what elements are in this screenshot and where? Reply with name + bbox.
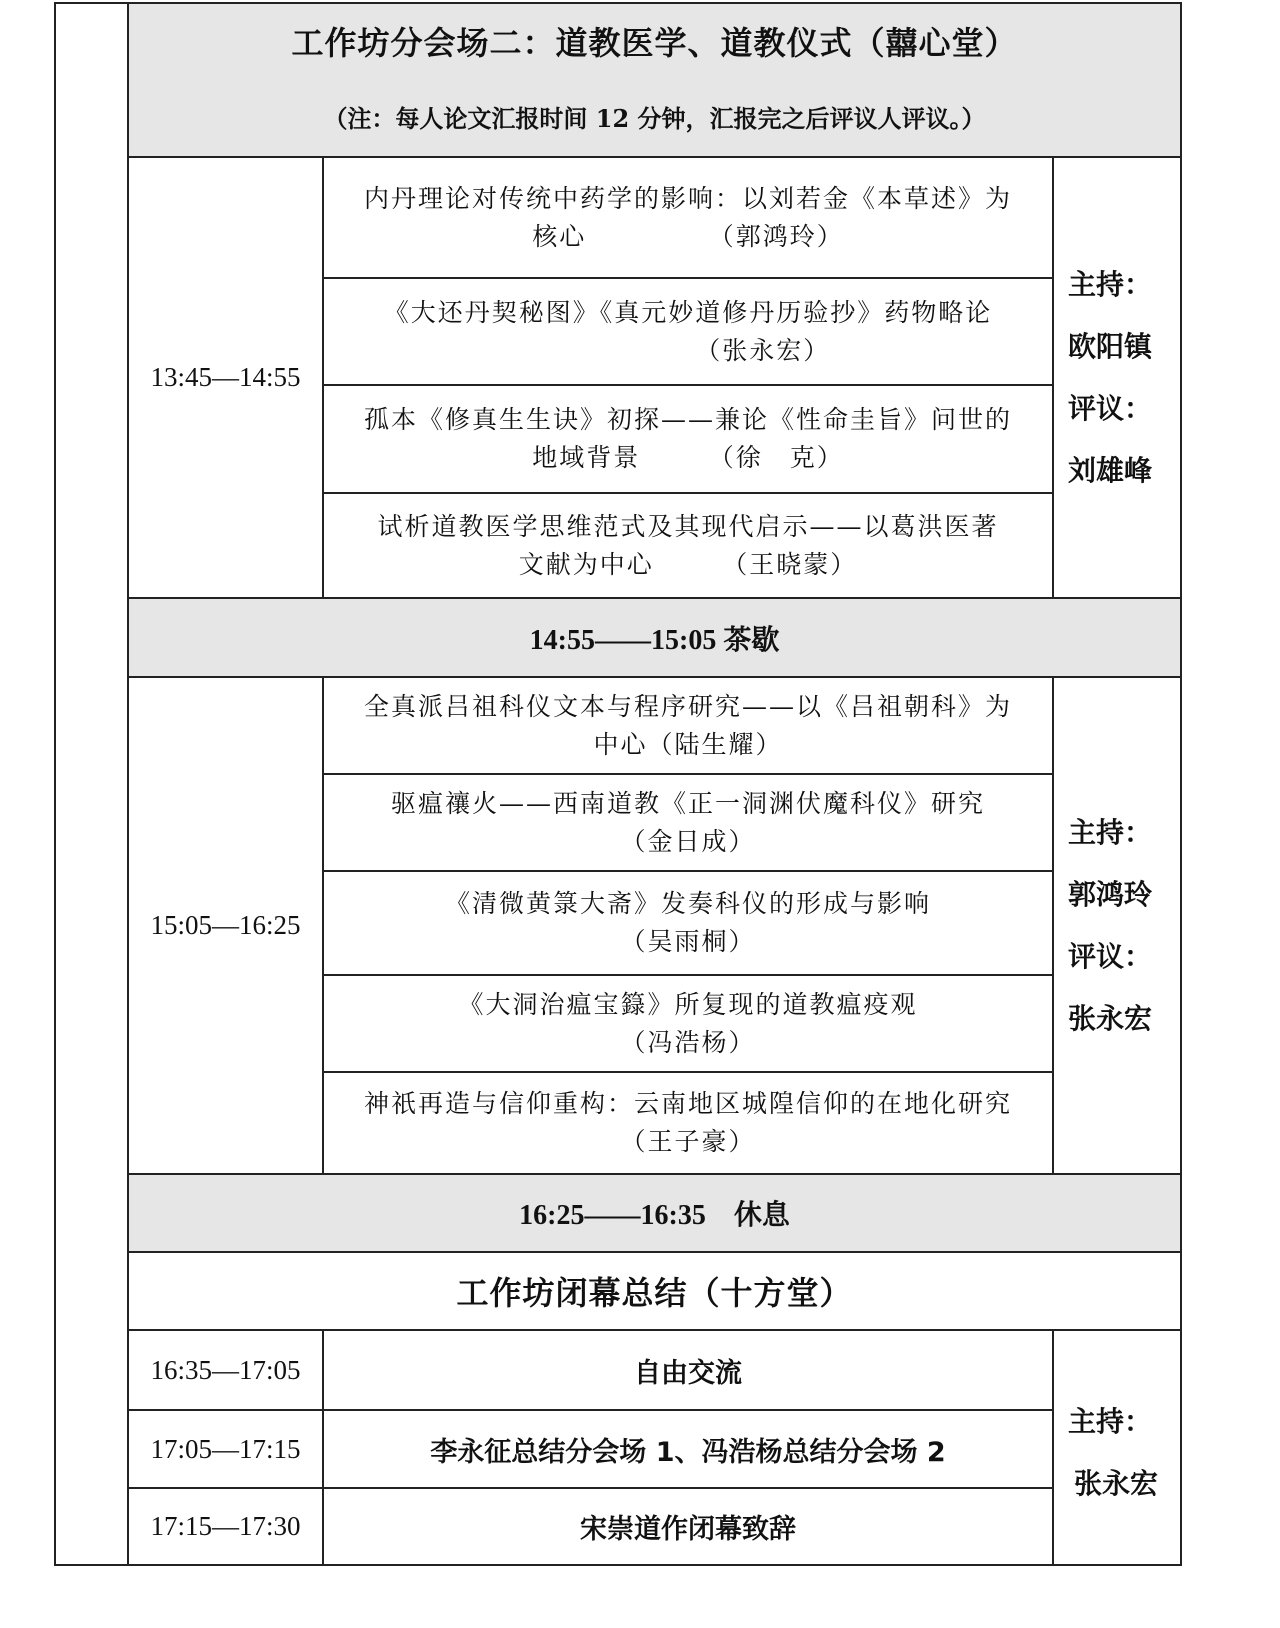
paper-title: 神祇再造与信仰重构：云南地区城隍信仰的在地化研究 xyxy=(363,1089,1012,1118)
paper-author: 文献为中心 （王晓蒙） xyxy=(518,549,858,579)
closing-item: 宋崇道作闭幕致辞 xyxy=(580,1514,796,1545)
commentator-label: 评议： xyxy=(1068,391,1153,425)
outer-left-border xyxy=(54,3,56,1566)
moderator-label: 主持： xyxy=(1068,267,1153,301)
commentator-label: 评议： xyxy=(1068,939,1153,973)
closing-moderator xyxy=(1054,1330,1181,1565)
closing-time: 17:15—17:30 xyxy=(150,1511,301,1541)
moderator-label: 主持： xyxy=(1068,815,1153,849)
paper-row xyxy=(324,385,1052,493)
moderator-name: 欧阳镇 xyxy=(1068,329,1153,363)
paper-title: 孤本《修真生生诀》初探——兼论《性命圭旨》问世的 xyxy=(363,405,1012,434)
paper-title: 内丹理论对传统中药学的影响：以刘若金《本草述》为 xyxy=(363,183,1012,213)
session-title: 工作坊分会场二：道教医学、道教仪式（囍心堂） xyxy=(291,24,1018,62)
commentator-name: 刘雄峰 xyxy=(1068,453,1153,487)
table-top-border xyxy=(54,2,1182,4)
paper-row xyxy=(324,677,1052,774)
paper-row xyxy=(324,871,1052,975)
paper-author: （王子豪） xyxy=(620,1127,756,1156)
rest-break: 16:25——16:35 休息 xyxy=(519,1200,790,1231)
closing-item: 李永征总结分会场 1、冯浩杨总结分会场 2 xyxy=(430,1436,946,1468)
paper-author: （金日成） xyxy=(620,826,756,856)
closing-time: 16:35—17:05 xyxy=(150,1354,301,1385)
session-note: （注：每人论文汇报时间 12 分钟，汇报完之后评议人评议。） xyxy=(323,103,986,133)
paper-author: （冯浩杨） xyxy=(620,1027,756,1057)
paper-author: 地域背景 （徐 克） xyxy=(532,443,844,472)
closing-title: 工作坊闭幕总结（十方堂） xyxy=(456,1274,853,1312)
paper-title: 全真派吕祖科仪文本与程序研究——以《吕祖朝科》为 xyxy=(363,691,1012,721)
closing-time: 17:05—17:15 xyxy=(150,1433,301,1464)
paper-row xyxy=(324,975,1052,1072)
moderator-name: 郭鸿玲 xyxy=(1068,877,1153,911)
moderator-name: 张永宏 xyxy=(1074,1466,1159,1500)
paper-row xyxy=(324,493,1052,598)
paper-author: （吴雨桐） xyxy=(620,927,756,956)
tea-break: 14:55——15:05 茶歇 xyxy=(529,624,780,656)
paper-title: 试析道教医学思维范式及其现代启示——以葛洪医著 xyxy=(377,511,999,541)
paper-author: 核心 （郭鸿玲） xyxy=(532,221,844,251)
paper-title: 《大还丹契秘图》《真元妙道修丹历验抄》药物略论 xyxy=(383,297,993,327)
paper-title: 《大洞治瘟宝籙》所复现的道教瘟疫观 xyxy=(458,989,918,1019)
paper-row xyxy=(324,1072,1052,1174)
block1-time: 13:45—14:55 xyxy=(150,362,301,392)
commentator-name: 张永宏 xyxy=(1068,1001,1153,1035)
closing-item: 自由交流 xyxy=(634,1357,742,1389)
paper-author: 中心（陆生耀） xyxy=(593,729,783,759)
paper-row xyxy=(324,278,1052,385)
block2-moderators xyxy=(1054,677,1181,1174)
paper-author: （张永宏） xyxy=(545,335,831,365)
moderator-label: 主持： xyxy=(1068,1404,1153,1438)
paper-title: 驱瘟禳火——西南道教《正一洞渊伏魔科仪》研究 xyxy=(390,788,985,818)
paper-row xyxy=(324,157,1052,278)
paper-row xyxy=(324,774,1052,871)
block2-time: 15:05—16:25 xyxy=(150,910,301,940)
paper-title: 《清微黄箓大斋》发奏科仪的形成与影响 xyxy=(444,889,931,918)
block1-moderators xyxy=(1054,157,1181,598)
